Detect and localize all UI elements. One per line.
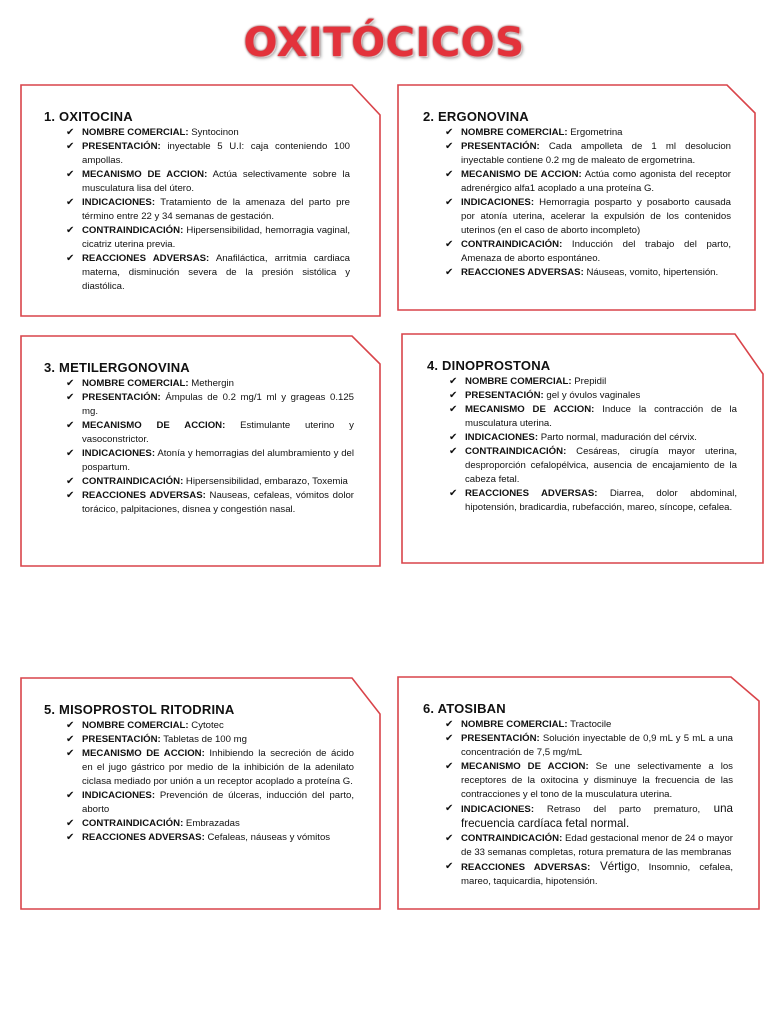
field-item xyxy=(449,389,737,403)
field-item xyxy=(66,391,354,419)
field-item xyxy=(66,747,354,789)
page-title: OXITÓCICOS xyxy=(243,20,525,66)
field-item xyxy=(445,196,731,238)
field-label: NOMBRE COMERCIAL: xyxy=(461,127,568,138)
checkmark-icon: ✔ xyxy=(445,127,454,138)
field-label: CONTRAINDICACIÓN: xyxy=(82,818,184,829)
field-label: MECANISMO DE ACCION: xyxy=(82,420,226,431)
checkmark-icon: ✔ xyxy=(449,488,458,499)
field-value: , Insomnio, cefalea, mareo, taquicardia, hipotensión. xyxy=(461,862,733,887)
field-item xyxy=(449,403,737,431)
checkmark-icon: ✔ xyxy=(66,748,75,759)
field-label: INDICACIONES: xyxy=(82,790,156,801)
field-label: NOMBRE COMERCIAL: xyxy=(82,127,189,138)
field-value: Actúa selectivamente sobre la musculatura lisa del útero. xyxy=(82,169,350,194)
field-value: Ámpulas de 0.2 mg/1 ml y grageas 0.125 mg. xyxy=(82,392,354,417)
checkmark-icon: ✔ xyxy=(66,734,75,745)
checkmark-icon: ✔ xyxy=(66,169,75,180)
checkmark-icon: ✔ xyxy=(66,818,75,829)
field-label: MECANISMO DE ACCION: xyxy=(82,748,205,759)
field-item xyxy=(445,266,731,280)
field-label: MECANISMO DE ACCION: xyxy=(82,169,208,180)
drug-card xyxy=(20,677,382,911)
field-item xyxy=(66,224,350,252)
field-value: Parto normal, maduración del cérvix. xyxy=(538,432,697,443)
field-value: Tractocile xyxy=(567,719,612,730)
field-value: Cytotec xyxy=(188,720,224,731)
checkmark-icon: ✔ xyxy=(66,127,75,138)
drug-card xyxy=(397,676,761,911)
field-label: NOMBRE COMERCIAL: xyxy=(82,720,189,731)
field-value: Hipersensibilidad, hemorragia vaginal, cicatriz uterina previa. xyxy=(82,225,350,250)
field-label: CONTRAINDICACIÓN: xyxy=(82,225,184,236)
field-label: CONTRAINDICACIÓN: xyxy=(461,239,563,250)
drug-card xyxy=(20,84,382,318)
field-value: una frecuencia cardíaca fetal normal. xyxy=(461,802,733,830)
field-label: INDICACIONES: xyxy=(82,448,156,459)
field-value: Diarrea, dolor abdominal, hipotensión, bradicardia, rubefacción, mareo, síncope, cefalea. xyxy=(465,488,738,513)
field-list xyxy=(66,719,354,845)
field-label: REACCIONES ADVERSAS: xyxy=(461,862,591,873)
field-value: Methergin xyxy=(188,378,234,389)
field-value: Solución inyectable de 0,9 mL y 5 mL a una concentración de 7,5 mg/mL xyxy=(461,733,733,758)
checkmark-icon: ✔ xyxy=(445,239,454,250)
checkmark-icon: ✔ xyxy=(66,490,75,501)
checkmark-icon: ✔ xyxy=(66,392,75,403)
field-label: REACCIONES ADVERSAS: xyxy=(465,488,598,499)
field-item xyxy=(445,126,731,140)
field-value: Estimulante uterino y vasoconstrictor. xyxy=(82,420,354,445)
field-value: Hipersensibilidad, embarazo, Toxemia xyxy=(183,476,348,487)
field-label: NOMBRE COMERCIAL: xyxy=(465,376,572,387)
field-label: REACCIONES ADVERSAS: xyxy=(82,490,206,501)
card-title: 4. DINOPROSTONA xyxy=(427,358,551,373)
field-item xyxy=(445,832,733,860)
checkmark-icon: ✔ xyxy=(66,832,75,843)
field-item xyxy=(449,445,737,487)
field-label: CONTRAINDICACIÓN: xyxy=(465,446,567,457)
checkmark-icon: ✔ xyxy=(445,169,454,180)
field-label: REACCIONES ADVERSAS: xyxy=(82,832,205,843)
field-list xyxy=(445,126,731,280)
field-label: REACCIONES ADVERSAS: xyxy=(82,253,210,264)
checkmark-icon: ✔ xyxy=(449,390,458,401)
field-value: Tratamiento de la amenaza del parto pre término entre 22 y 34 semanas de gestación. xyxy=(82,197,350,222)
field-list xyxy=(449,375,737,515)
checkmark-icon: ✔ xyxy=(445,861,454,872)
field-label: CONTRAINDICACIÓN: xyxy=(461,833,563,844)
field-label: PRESENTACIÓN: xyxy=(461,733,540,744)
field-item xyxy=(449,375,737,389)
field-value: Atonía y hemorragias del alumbramiento y del pospartum. xyxy=(82,448,354,473)
checkmark-icon: ✔ xyxy=(445,733,454,744)
field-item xyxy=(445,238,731,266)
field-item xyxy=(66,196,350,224)
field-item xyxy=(445,168,731,196)
field-item xyxy=(66,419,354,447)
checkmark-icon: ✔ xyxy=(445,833,454,844)
field-item xyxy=(66,140,350,168)
field-value: Cefaleas, náuseas y vómitos xyxy=(204,832,331,843)
field-item xyxy=(66,447,354,475)
field-value: Prepidil xyxy=(571,376,607,387)
card-title: 3. METILERGONOVINA xyxy=(44,360,190,375)
field-value: Anafiláctica, arritmia cardiaca materna, disminución severa de la presión sistólica y diastólica. xyxy=(82,253,351,292)
field-value: Prevención de úlceras, inducción del parto, aborto xyxy=(82,790,354,815)
field-label: INDICACIONES: xyxy=(461,804,535,815)
field-label: PRESENTACIÓN: xyxy=(465,390,544,401)
field-label: PRESENTACIÓN: xyxy=(82,734,161,745)
drug-card xyxy=(397,84,757,312)
card-title: 2. ERGONOVINA xyxy=(423,109,529,124)
card-title: 1. OXITOCINA xyxy=(44,109,133,124)
field-value: Edad gestacional menor de 24 o mayor de 33 semanas completas, rotura prematura de las membranas xyxy=(461,833,733,858)
field-item xyxy=(445,732,733,760)
field-value: Vértigo xyxy=(590,860,637,873)
checkmark-icon: ✔ xyxy=(445,803,454,814)
checkmark-icon: ✔ xyxy=(449,432,458,443)
field-value: Inducción del trabajo del parto, Amenaza de aborto espontáneo. xyxy=(461,239,731,264)
field-label: MECANISMO DE ACCION: xyxy=(461,169,582,180)
checkmark-icon: ✔ xyxy=(66,253,75,264)
field-value: Nauseas, cefaleas, vómitos dolor torácico, palpitaciones, disnea y congestión nasal. xyxy=(82,490,354,515)
drug-card xyxy=(20,335,382,568)
field-item xyxy=(66,475,354,489)
field-label: NOMBRE COMERCIAL: xyxy=(82,378,189,389)
checkmark-icon: ✔ xyxy=(449,376,458,387)
field-value: Se une selectivamente a los receptores de la oxitocina y disminuye la frecuencia de las contracciones y el tono de la musculatura uterina. xyxy=(461,761,733,800)
field-item xyxy=(66,377,354,391)
field-item xyxy=(445,760,733,802)
field-value: Ergometrina xyxy=(567,127,623,138)
field-label: INDICACIONES: xyxy=(465,432,539,443)
checkmark-icon: ✔ xyxy=(66,197,75,208)
field-item xyxy=(66,817,354,831)
field-item xyxy=(449,487,737,515)
checkmark-icon: ✔ xyxy=(66,720,75,731)
field-value: Hemorragia posparto y posaborto causada por atonía uterina, acelerar la expulsión de los contenidos uterinos (en el caso de aborto incompleto) xyxy=(461,197,731,236)
field-value: Tabletas de 100 mg xyxy=(160,734,247,745)
checkmark-icon: ✔ xyxy=(445,197,454,208)
checkmark-icon: ✔ xyxy=(445,761,454,772)
checkmark-icon: ✔ xyxy=(66,420,75,431)
field-list xyxy=(445,718,733,889)
field-item xyxy=(66,252,350,294)
checkmark-icon: ✔ xyxy=(66,225,75,236)
checkmark-icon: ✔ xyxy=(445,719,454,730)
field-value: gel y óvulos vaginales xyxy=(543,390,641,401)
field-value: Cesáreas, cirugía mayor uterina, desproporción cefalopélvica, ausencia de encajamiento de la cabeza fetal. xyxy=(465,446,737,485)
drug-card xyxy=(401,333,765,565)
field-list xyxy=(66,126,350,294)
field-list xyxy=(66,377,354,517)
field-label: INDICACIONES: xyxy=(82,197,156,208)
field-item xyxy=(66,789,354,817)
card-title: 6. ATOSIBAN xyxy=(423,701,506,716)
field-label: MECANISMO DE ACCION: xyxy=(465,404,595,415)
field-item xyxy=(449,431,737,445)
checkmark-icon: ✔ xyxy=(66,790,75,801)
checkmark-icon: ✔ xyxy=(66,141,75,152)
field-item xyxy=(66,168,350,196)
checkmark-icon: ✔ xyxy=(449,446,458,457)
card-title: 5. MISOPROSTOL RITODRINA xyxy=(44,702,235,717)
field-value: Retraso del parto prematuro, xyxy=(534,804,701,815)
field-item xyxy=(66,126,350,140)
field-item xyxy=(445,802,733,832)
field-value: Inhibiendo la secreción de ácido en el jugo gástrico por medio de la inhibición de la adenilato ciclasa mediado por unión a un receptor acoplado a proteína G. xyxy=(82,748,354,787)
checkmark-icon: ✔ xyxy=(445,267,454,278)
field-value: Syntocinon xyxy=(188,127,239,138)
field-item xyxy=(66,489,354,517)
field-item xyxy=(66,719,354,733)
field-label: PRESENTACIÓN: xyxy=(82,141,161,152)
field-label: INDICACIONES: xyxy=(461,197,535,208)
field-item xyxy=(66,733,354,747)
field-label: MECANISMO DE ACCION: xyxy=(461,761,589,772)
field-value: Embrazadas xyxy=(183,818,240,829)
field-item xyxy=(66,831,354,845)
field-label: CONTRAINDICACIÓN: xyxy=(82,476,184,487)
field-label: NOMBRE COMERCIAL: xyxy=(461,719,568,730)
checkmark-icon: ✔ xyxy=(445,141,454,152)
field-value: inyectable 5 U.I: caja conteniendo 100 ampollas. xyxy=(82,141,350,166)
field-value: Actúa como agonista del receptor adrenérgico alfa1 acoplado a una proteína G. xyxy=(461,169,731,194)
checkmark-icon: ✔ xyxy=(66,378,75,389)
field-item xyxy=(445,860,733,889)
field-value: Induce la contracción de la musculatura uterina. xyxy=(465,404,737,429)
field-label: PRESENTACIÓN: xyxy=(461,141,540,152)
checkmark-icon: ✔ xyxy=(66,448,75,459)
field-item xyxy=(445,718,733,732)
field-label: PRESENTACIÓN: xyxy=(82,392,161,403)
checkmark-icon: ✔ xyxy=(66,476,75,487)
field-value: Cada ampolleta de 1 ml desolucion inyectable contiene 0.2 mg de maleato de ergometrina. xyxy=(461,141,731,166)
field-label: REACCIONES ADVERSAS: xyxy=(461,267,584,278)
field-item xyxy=(445,140,731,168)
checkmark-icon: ✔ xyxy=(449,404,458,415)
field-value: Náuseas, vomito, hipertensión. xyxy=(583,267,719,278)
